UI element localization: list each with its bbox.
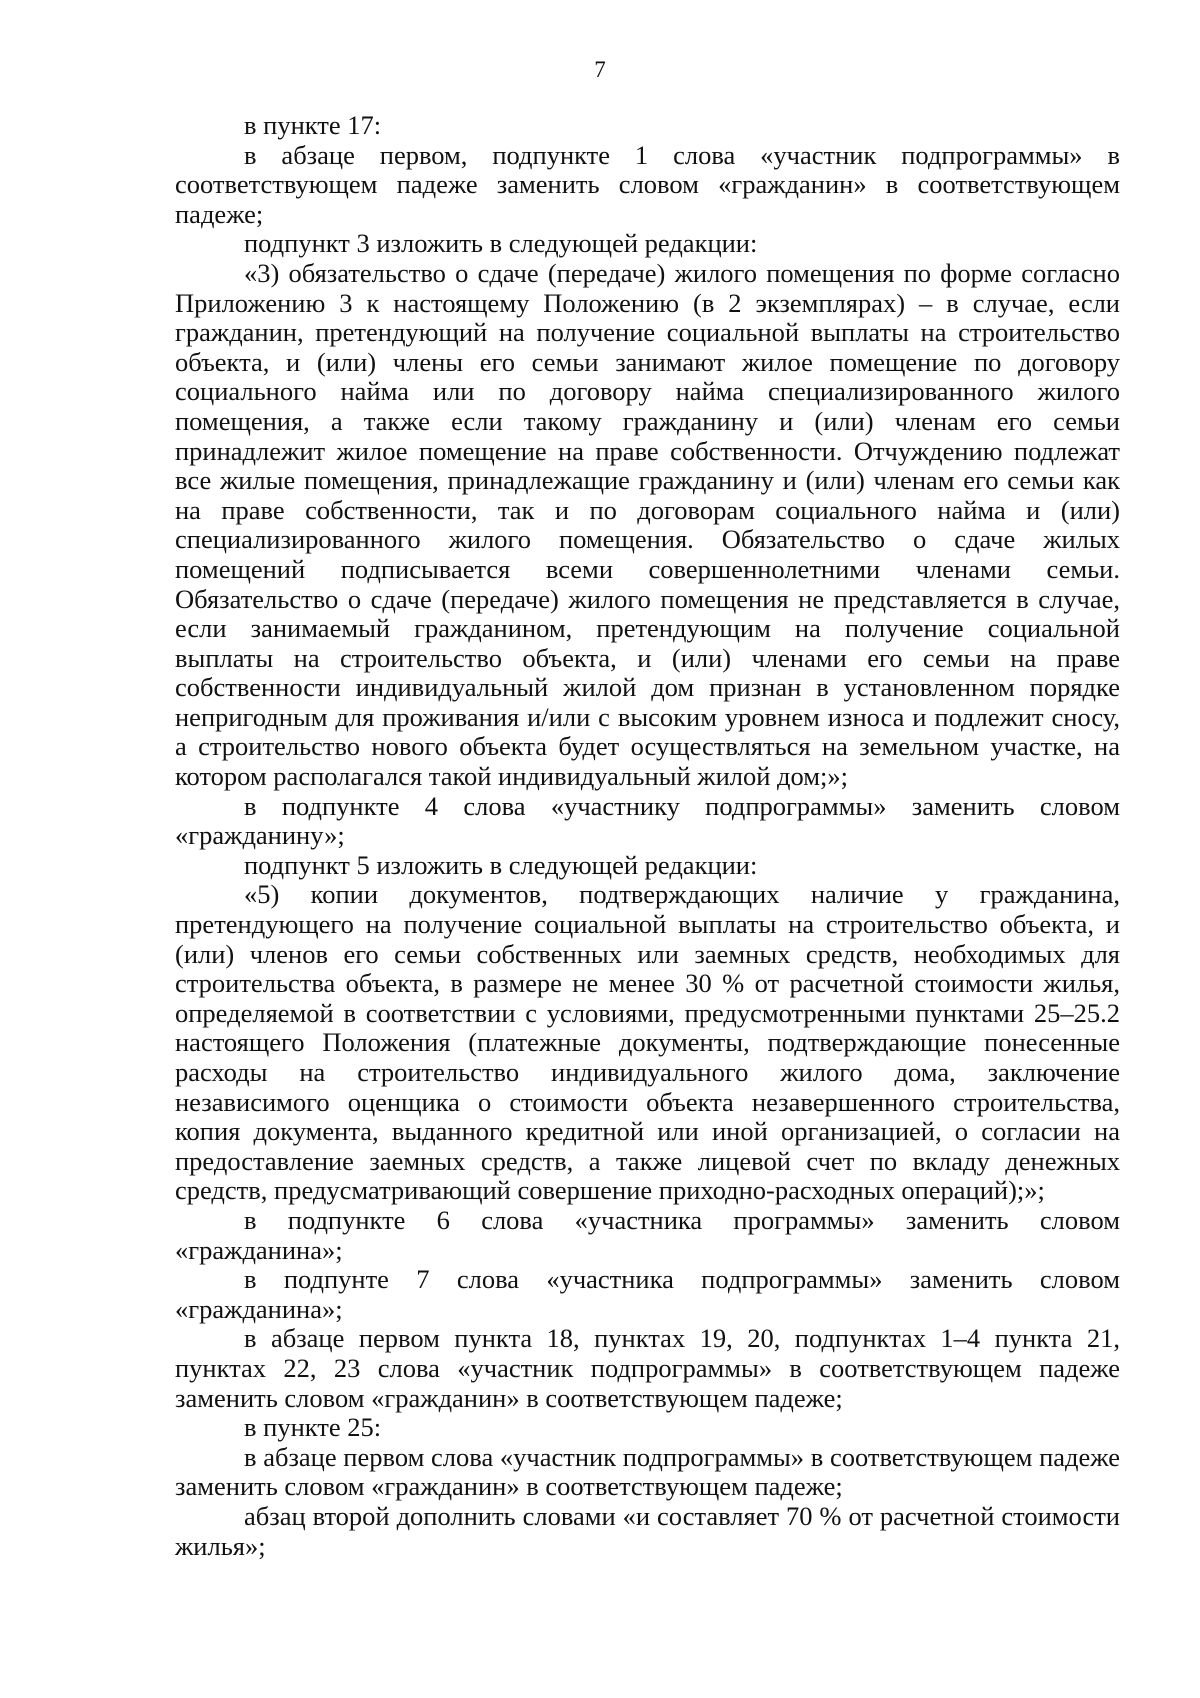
paragraph: в подпункте 4 слова «участнику подпрограммы» заменить словом «гражданину»;: [175, 790, 1120, 851]
paragraph: в пункте 25:: [244, 1412, 382, 1443]
paragraph: в пункте 17:: [244, 110, 382, 140]
document-body: [175, 111, 1120, 1561]
paragraph: «3) обязательство о сдаче (передаче) жилого помещения по форме согласно Приложению 3 к настоящему Положению (в 2 экземплярах) – в случае, если гражданин, претендующий на получение социальной выплаты на строительство объекта, и (или) члены его семьи занимают жилое помещение по договору социального найма или по договору найма специализированного жилого помещения, а также если такому гражданину и (или) членам его семьи принадлежит жилое помещение на праве собственности. Отчуждению подлежат все жилые помещения, принадлежащие гражданину и (или) членам его семьи как на праве собственности, так и по договорам социального найма и (или) специализированного жилого помещения. Обязательство о сдаче жилых помещений подписывается всеми совершеннолетними членами семьи. Обязательство о сдаче (передаче) жилого помещения не представляется в случае, если занимаемый гражданином, претендующим на получение социальной выплаты на строительство объекта, и (или) членами его семьи на праве собственности индивидуальный жилой дом признан в установленном порядке непригодным для проживания и/или с высоким уровнем износа и подлежит сносу, а строительство нового объекта будет осуществляться на земельном участке, на котором располагался такой индивидуальный жилой дом;»;: [175, 257, 1120, 792]
paragraph: в абзаце первом пункта 18, пунктах 19, 20, подпунктах 1–4 пункта 21, пунктах 22, 23 слова «участник подпрограммы» в соответствующем падеже заменить словом «гражданин» в соответствующем падеже;: [175, 1323, 1120, 1413]
paragraph: подпункт 3 изложить в следующей редакции:: [244, 228, 758, 259]
page-number: 7: [594, 57, 606, 82]
paragraph: в абзаце первом, подпункте 1 слова «участник подпрограммы» в соответствующем падеже заменить словом «гражданин» в соответствующем падеже;: [175, 139, 1120, 229]
paragraph: в подпункте 6 слова «участника программы» заменить словом «гражданина»;: [175, 1204, 1120, 1265]
paragraph: подпункт 5 изложить в следующей редакции:: [244, 849, 758, 880]
paragraph: абзац второй дополнить словами «и составляет 70 % от расчетной стоимости жилья»;: [175, 1500, 1120, 1561]
paragraph: в абзаце первом слова «участник подпрограммы» в соответствующем падеже заменить словом «гражданин» в соответствующем падеже;: [175, 1441, 1120, 1502]
paragraph: в подпунте 7 слова «участника подпрограммы» заменить словом «гражданина»;: [175, 1264, 1120, 1324]
paragraph: «5) копии документов, подтверждающих наличие у гражданина, претендующего на получение социальной выплаты на строительство объекта, и (или) членов его семьи собственных или заемных средств, необходимых для строительства объекта, в размере не менее 30 % от расчетной стоимости жилья, определяемой в соответствии с условиями, предусмотренными пунктами 25–25.2 настоящего Положения (платежные документы, подтверждающие понесенные расходы на строительство индивидуального жилого дома, заключение независимого оценщика о стоимости объекта незавершенного строительства, копия документа, выданного кредитной или иной организацией, о согласии на предоставление заемных средств, а также лицевой счет по вкладу денежных средств, предусматривающий совершение приходно-расходных операций);»;: [175, 879, 1120, 1206]
